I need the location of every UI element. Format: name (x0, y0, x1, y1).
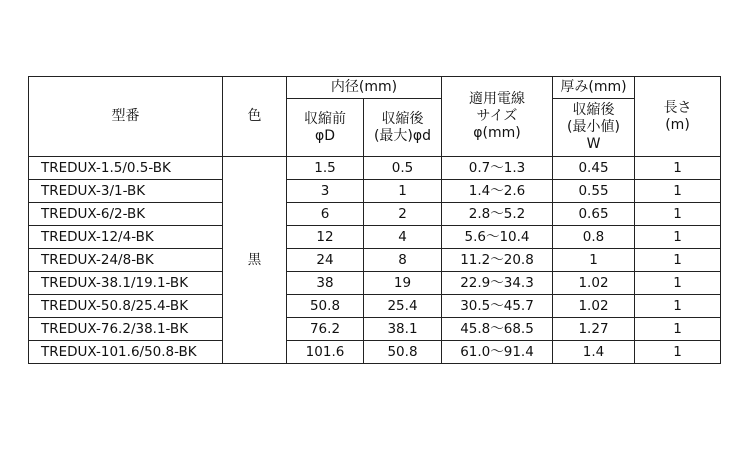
cell-after-diameter: 4 (364, 226, 442, 249)
cell-model: TREDUX-6/2-BK (29, 203, 223, 226)
header-model: 型番 (29, 77, 223, 157)
table-row (29, 157, 721, 180)
cell-length: 1 (635, 318, 721, 341)
header-thickness-after (553, 99, 635, 157)
cell-model: TREDUX-38.1/19.1-BK (29, 272, 223, 295)
cell-thickness: 1.4 (553, 341, 635, 364)
cell-after-diameter: 0.5 (364, 157, 442, 180)
cell-length: 1 (635, 226, 721, 249)
cell-after-diameter: 50.8 (364, 341, 442, 364)
header-thick-line-1: 収縮後 (572, 102, 615, 119)
cell-wire-size: 1.4～2.6 (442, 180, 553, 203)
cell-after-diameter: 19 (364, 272, 442, 295)
table-row (29, 318, 721, 341)
header-length (635, 77, 721, 157)
cell-before-diameter: 101.6 (287, 341, 364, 364)
header-after-shrink (364, 99, 442, 157)
cell-length: 1 (635, 180, 721, 203)
table-row (29, 295, 721, 318)
cell-model: TREDUX-101.6/50.8-BK (29, 341, 223, 364)
cell-model: TREDUX-1.5/0.5-BK (29, 157, 223, 180)
table-row (29, 272, 721, 295)
cell-thickness: 1.02 (553, 272, 635, 295)
cell-length: 1 (635, 203, 721, 226)
header-inner-diameter: 内径(mm) (287, 77, 442, 99)
cell-before-diameter: 24 (287, 249, 364, 272)
cell-wire-size: 45.8～68.5 (442, 318, 553, 341)
cell-before-diameter: 12 (287, 226, 364, 249)
header-wire-line-1: 適用電線 (469, 91, 525, 108)
spec-table (28, 76, 721, 364)
cell-after-diameter: 8 (364, 249, 442, 272)
cell-length: 1 (635, 157, 721, 180)
cell-wire-size: 11.2～20.8 (442, 249, 553, 272)
header-color: 色 (223, 77, 287, 157)
header-after-line-1: 収縮後 (381, 110, 424, 127)
header-before-line-1: 収縮前 (304, 110, 346, 127)
cell-wire-size: 30.5～45.7 (442, 295, 553, 318)
cell-length: 1 (635, 249, 721, 272)
cell-wire-size: 0.7～1.3 (442, 157, 553, 180)
cell-before-diameter: 38 (287, 272, 364, 295)
table-row (29, 226, 721, 249)
cell-model: TREDUX-50.8/25.4-BK (29, 295, 223, 318)
header-thickness: 厚み(mm) (553, 77, 635, 99)
cell-model: TREDUX-12/4-BK (29, 226, 223, 249)
header-length-line-1: 長さ (663, 99, 692, 116)
cell-model: TREDUX-24/8-BK (29, 249, 223, 272)
cell-thickness: 1 (553, 249, 635, 272)
cell-length: 1 (635, 272, 721, 295)
header-length-line-2: (m) (665, 116, 690, 133)
cell-wire-size: 22.9～34.3 (442, 272, 553, 295)
cell-length: 1 (635, 295, 721, 318)
cell-length: 1 (635, 341, 721, 364)
table-row (29, 341, 721, 364)
cell-wire-size: 61.0～91.4 (442, 341, 553, 364)
header-before-line-2: φD (314, 127, 335, 144)
cell-before-diameter: 50.8 (287, 295, 364, 318)
cell-color: 黒 (223, 157, 287, 364)
header-wire-line-3: φ(mm) (473, 124, 521, 141)
cell-thickness: 0.45 (553, 157, 635, 180)
header-wire-line-2: サイズ (476, 108, 518, 125)
cell-after-diameter: 1 (364, 180, 442, 203)
header-before-shrink (287, 99, 364, 157)
header-after-line-2: (最大)φd (373, 127, 432, 144)
cell-wire-size: 5.6～10.4 (442, 226, 553, 249)
cell-before-diameter: 76.2 (287, 318, 364, 341)
cell-thickness: 0.55 (553, 180, 635, 203)
cell-model: TREDUX-3/1-BK (29, 180, 223, 203)
table-row (29, 180, 721, 203)
table-row (29, 203, 721, 226)
cell-before-diameter: 6 (287, 203, 364, 226)
cell-after-diameter: 25.4 (364, 295, 442, 318)
cell-before-diameter: 1.5 (287, 157, 364, 180)
header-thick-line-3: W (586, 135, 601, 152)
cell-thickness: 1.02 (553, 295, 635, 318)
cell-after-diameter: 38.1 (364, 318, 442, 341)
cell-before-diameter: 3 (287, 180, 364, 203)
cell-model: TREDUX-76.2/38.1-BK (29, 318, 223, 341)
header-applicable-wire (442, 77, 553, 157)
cell-thickness: 0.8 (553, 226, 635, 249)
cell-after-diameter: 2 (364, 203, 442, 226)
cell-wire-size: 2.8～5.2 (442, 203, 553, 226)
cell-thickness: 1.27 (553, 318, 635, 341)
header-thick-line-2: (最小値) (567, 119, 620, 136)
cell-thickness: 0.65 (553, 203, 635, 226)
table-row (29, 249, 721, 272)
